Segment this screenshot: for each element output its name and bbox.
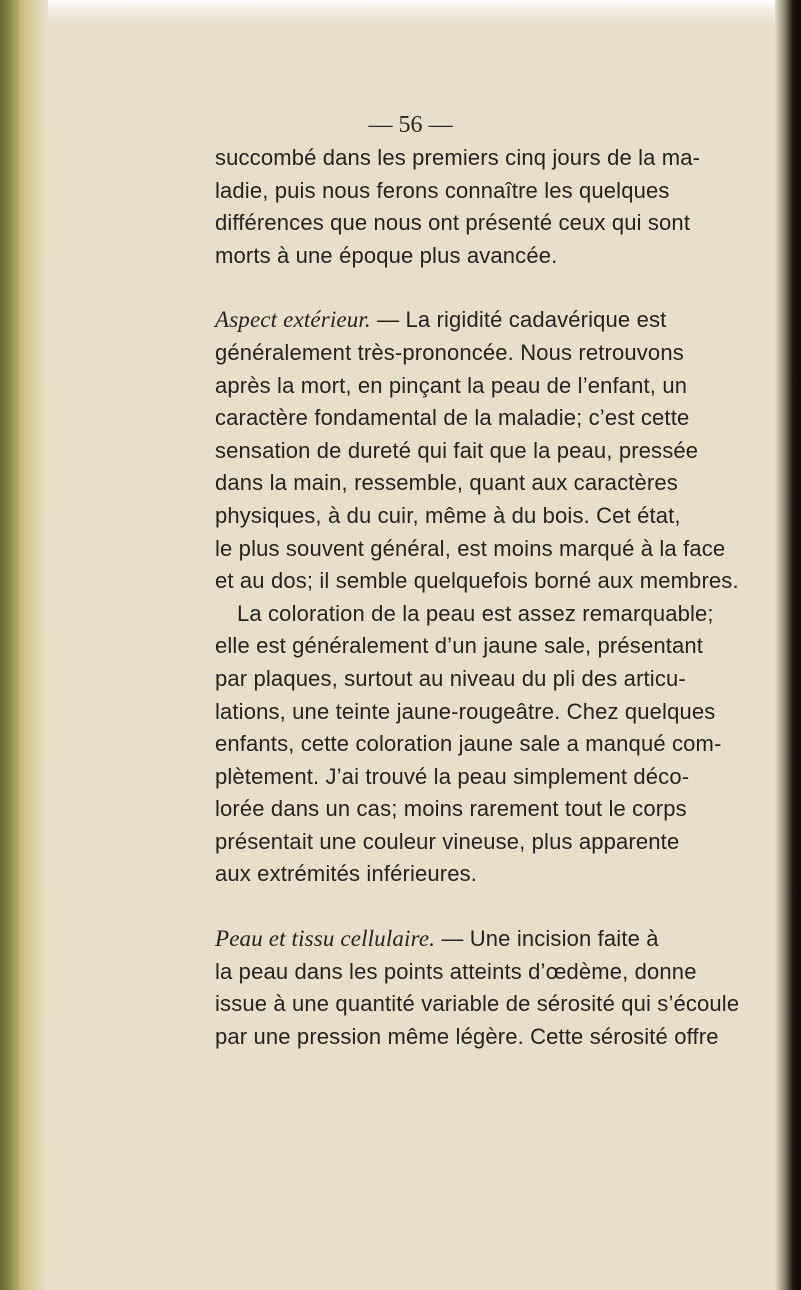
- section-heading: Aspect extérieur.: [215, 307, 371, 333]
- text-line: la peau dans les points atteints d’œdème, donne: [215, 958, 697, 984]
- text-line: succombé dans les premiers cinq jours de la ma-: [215, 145, 701, 170]
- text-line: plètement. J’ai trouvé la peau simplement déco-: [215, 763, 690, 789]
- text-line: La coloration de la peau est assez remarquable;: [237, 600, 714, 626]
- section-heading: Peau et tissu cellulaire.: [215, 926, 436, 952]
- text-line: par une pression même légère. Cette sérosité offre: [215, 1023, 719, 1049]
- text-line: par plaques, surtout au niveau du pli des articu-: [215, 665, 686, 691]
- book-spine-edge: [0, 0, 48, 1290]
- text-line: ladie, puis nous ferons connaître les quelques: [215, 177, 670, 203]
- text-line: caractère fondamental de la maladie; c’est cette: [215, 405, 690, 431]
- page-number: — 56 —: [368, 112, 453, 138]
- paragraph-1: [215, 142, 735, 272]
- text-line: lations, une teinte jaune-rougeâtre. Chez quelques: [215, 698, 716, 724]
- text-line: lorée dans un cas; moins rarement tout le corps: [215, 796, 687, 822]
- text-line: sensation de dureté qui fait que la peau, pressée: [215, 437, 699, 463]
- text-line: physiques, à du cuir, même à du bois. Cet état,: [215, 502, 681, 528]
- text-line: présentait une couleur vineuse, plus apparente: [215, 828, 680, 854]
- text-line: morts à une époque plus avancée.: [215, 242, 558, 268]
- text-line: elle est généralement d’un jaune sale, présentant: [215, 633, 704, 659]
- text-line: issue à une quantité variable de sérosité qui s’écoule: [215, 991, 740, 1017]
- text-line: après la mort, en pinçant la peau de l’enfant, un: [215, 372, 688, 398]
- paragraph-aspect-exterieur: [215, 304, 739, 597]
- paragraph-peau-tissu: [215, 923, 740, 1053]
- text-line: le plus souvent général, est moins marqué à la face: [215, 535, 726, 561]
- page-top-edge: [0, 0, 801, 26]
- text-line: et au dos; il semble quelquefois borné aux membres.: [215, 568, 739, 594]
- text-line: différences que nous ont présenté ceux qui sont: [215, 210, 691, 236]
- text-line: [215, 304, 735, 337]
- text-line: aux extrémités inférieures.: [215, 861, 478, 887]
- heading-continuation: — La rigidité cadavérique est: [370, 307, 667, 333]
- heading-continuation: — Une incision faite à: [435, 926, 659, 952]
- text-line: dans la main, ressemble, quant aux caractères: [215, 470, 678, 496]
- paragraph-coloration: [215, 598, 735, 891]
- page-right-edge: [775, 0, 801, 1290]
- text-line: généralement très-prononcée. Nous retrouvons: [215, 339, 684, 365]
- text-line: [215, 923, 735, 956]
- body-text: [215, 142, 740, 1053]
- text-line: enfants, cette coloration jaune sale a manqué com-: [215, 731, 722, 757]
